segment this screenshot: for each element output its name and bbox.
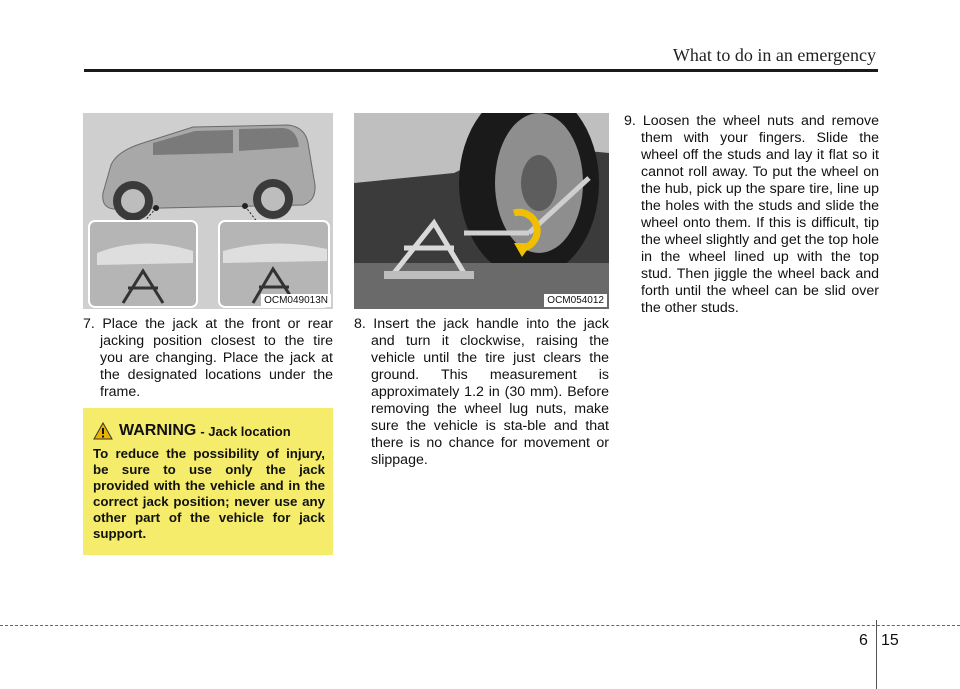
step-7-text (83, 316, 333, 401)
warning-box (83, 408, 333, 555)
suv-illustration (83, 113, 333, 309)
header-rule (84, 69, 878, 72)
step-paragraph: 9. Loosen the wheel nuts and remove them with your fingers. Slide the wheel off the studs and lay it flat so it cannot roll away. To put the wheel on the hub, pick up the spare tire, line up the holes with the studs and slide the wheel onto them. If this is difficult, tip the wheel slightly and get the top hole in the wheel lined up with the top stud. Then jiggle the wheel back and forth until the wheel can be slid over the other studs. (624, 113, 879, 316)
warning-title: WARNING (119, 422, 197, 439)
step-9-text (624, 113, 879, 317)
figure-code: OCM049013N (261, 294, 331, 307)
section-title: What to do in an emergency (672, 45, 876, 65)
figure-code: OCM054012 (544, 294, 607, 307)
footer-rule (0, 625, 960, 626)
step-paragraph: 7. Place the jack at the front or rear jacking position closest to the tire you are changing. Place the jack at the designated locations under the frame. (83, 316, 333, 400)
chapter-number: 6 (859, 632, 868, 649)
figure-jack-handle (354, 113, 609, 309)
warning-body: To reduce the possibility of injury, be sure to use only the jack provided with the vehicle and in the correct jack position; never use any other part of the vehicle for jack support. (93, 446, 325, 541)
figure-jack-positions (83, 113, 333, 309)
jack-handle-illustration (354, 113, 609, 309)
step-8-text (354, 316, 609, 469)
warning-subtitle: - Jack location (200, 423, 291, 439)
page-divider (876, 620, 877, 689)
page-number: 15 (881, 632, 899, 649)
step-paragraph: 8. Insert the jack handle into the jack and turn it clockwise, raising the vehicle until the tire just clears the ground. This measurement is approximately 1.2 in (30 mm). Before removing the wheel lug nuts, make sure the vehicle is sta-ble and that there is no chance for movement or slippage. (354, 316, 609, 468)
warning-triangle-icon (93, 422, 113, 440)
warning-header (93, 422, 325, 440)
